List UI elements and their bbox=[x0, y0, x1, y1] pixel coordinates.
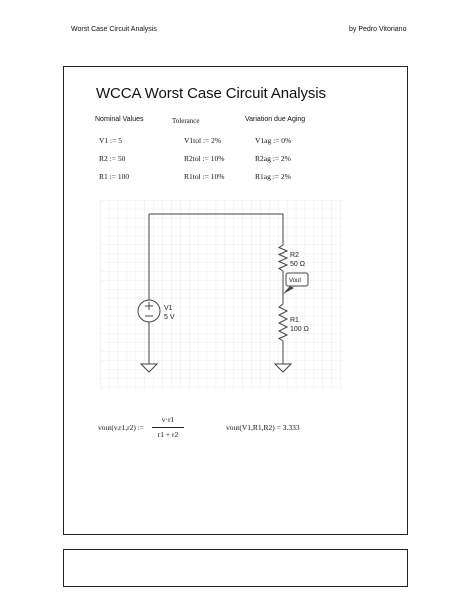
aging-heading: Variation due Aging bbox=[245, 116, 306, 123]
vout-definition-denominator: r1 + r2 bbox=[157, 430, 179, 439]
v1-value: 5 V bbox=[164, 314, 175, 321]
tolerance-r2: R2tol := 10% bbox=[184, 154, 225, 163]
aging-r2: R2ag := 2% bbox=[255, 154, 291, 163]
header-left: Worst Case Circuit Analysis bbox=[71, 26, 157, 33]
nominal-values-heading: Nominal Values bbox=[95, 116, 144, 123]
r1-value: 100 Ω bbox=[290, 326, 309, 333]
fraction-bar bbox=[152, 427, 184, 428]
nominal-v1: V1 := 5 bbox=[99, 136, 122, 145]
circuit-schematic bbox=[100, 200, 342, 390]
schematic-grid bbox=[100, 200, 342, 390]
nominal-r2: R2 := 50 bbox=[99, 154, 126, 163]
r2-label: R2 bbox=[290, 252, 299, 259]
aging-v1: V1ag := 0% bbox=[255, 136, 292, 145]
r2-value: 50 Ω bbox=[290, 261, 305, 268]
vout-definition-lhs: vout(v,r1,r2) := bbox=[98, 423, 145, 432]
tolerance-heading: Tolerance bbox=[172, 117, 200, 125]
tolerance-v1: V1tol := 2% bbox=[184, 136, 222, 145]
tolerance-r1: R1tol := 10% bbox=[184, 172, 225, 181]
r1-label: R1 bbox=[290, 317, 299, 324]
vout-evaluation: vout(V1,R1,R2) = 3.333 bbox=[226, 423, 300, 432]
header-right: by Pedro Vitoriano bbox=[349, 26, 407, 33]
v1-voltage-source bbox=[138, 300, 160, 322]
page-title: WCCA Worst Case Circuit Analysis bbox=[96, 85, 326, 102]
vout-probe-label: Vout bbox=[289, 278, 302, 284]
aging-r1: R1ag := 2% bbox=[255, 172, 291, 181]
vout-definition-numerator: v·r1 bbox=[161, 415, 175, 424]
nominal-r1: R1 := 100 bbox=[99, 172, 130, 181]
v1-label: V1 bbox=[164, 305, 173, 312]
footer-frame bbox=[63, 549, 408, 587]
